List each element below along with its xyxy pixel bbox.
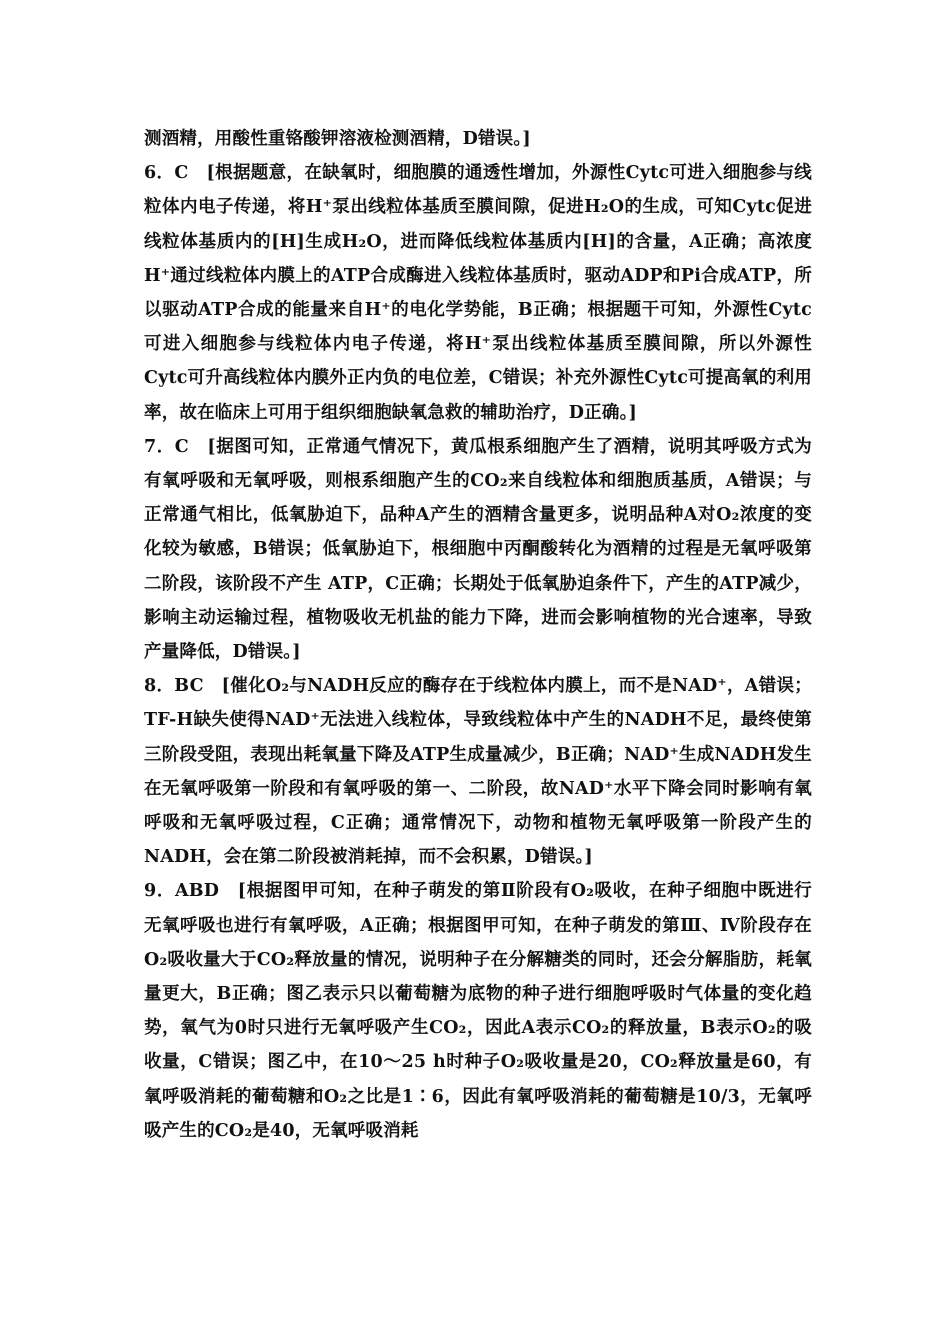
paragraph-text: 6．C [根据题意，在缺氧时，细胞膜的通透性增加，外源性Cytc可进入细胞参与线粒体内电子传递，将H⁺泵出线粒体基质至膜间隙，促进H₂O的生成，可知Cytc促进线粒体基质内的[H]生成H₂O，进而降低线粒体基质内[H]的含量，A正确；高浓度H⁺通过线粒体内膜上的ATP合成酶进入线粒体基质时，驱动ADP和Pi合成ATP，所以驱动ATP合成的能量来自H⁺的电化学势能，B正确；根据题干可知，外源性Cytc可进入细胞参与线粒体内电子传递，将H⁺泵出线粒体基质至膜间隙，所以外源性Cytc可升高线粒体内膜外正内负的电位差，C错误；补充外源性Cytc可提高氧的利用率，故在临床上可用于组织细胞缺氧急救的辅助治疗，D正确。]	[144, 163, 812, 423]
paragraph-answer-7	[144, 430, 812, 669]
paragraph-text: 8．BC [催化O₂与NADH反应的酶存在于线粒体内膜上，而不是NAD⁺，A错误；TF-H缺失使得NAD⁺无法进入线粒体，导致线粒体中产生的NADH不足，最终使第三阶段受阻，表现出耗氧量下降及ATP生成量减少，B正确；NAD⁺生成NADH发生在无氧呼吸第一阶段和有氧呼吸的第一、二阶段，故NAD⁺水平下降会同时影响有氧呼吸和无氧呼吸过程，C正确；通常情况下，动物和植物无氧呼吸第一阶段产生的NADH，会在第二阶段被消耗掉，而不会积累，D错误。]	[144, 676, 812, 868]
paragraph-answer-8	[144, 669, 812, 874]
paragraph-answer-6	[144, 156, 812, 430]
paragraph-answer-9	[144, 874, 812, 1148]
paragraph-text: 测酒精，用酸性重铬酸钾溶液检测酒精，D错误。]	[144, 129, 531, 149]
paragraph-d-conclusion	[144, 122, 812, 156]
paragraph-text: 9．ABD [根据图甲可知，在种子萌发的第Ⅱ阶段有O₂吸收，在种子细胞中既进行无氧呼吸也进行有氧呼吸，A正确；根据图甲可知，在种子萌发的第Ⅲ、Ⅳ阶段存在O₂吸收量大于CO₂释放量的情况，说明种子在分解糖类的同时，还会分解脂肪，耗氧量更大，B正确；图乙表示只以葡萄糖为底物的种子进行细胞呼吸时气体量的变化趋势，氧气为0时只进行无氧呼吸产生CO₂，因此A表示CO₂的释放量，B表示O₂的吸收量，C错误；图乙中，在10～25 h时种子O₂吸收量是20，CO₂释放量是60，有氧呼吸消耗的葡萄糖和O₂之比是1∶6，因此有氧呼吸消耗的葡萄糖是10/3，无氧呼吸产生的CO₂是40，无氧呼吸消耗	[144, 881, 812, 1141]
paragraph-text: 7．C [据图可知，正常通气情况下，黄瓜根系细胞产生了酒精，说明其呼吸方式为有氧呼吸和无氧呼吸，则根系细胞产生的CO₂来自线粒体和细胞质基质，A错误；与正常通气相比，低氧胁迫下，品种A产生的酒精含量更多，说明品种A对O₂浓度的变化较为敏感，B错误；低氧胁迫下，根细胞中丙酮酸转化为酒精的过程是无氧呼吸第二阶段，该阶段不产生 ATP，C正确；长期处于低氧胁迫条件下，产生的ATP减少，影响主动运输过程，植物吸收无机盐的能力下降，进而会影响植物的光合速率，导致产量降低，D错误。]	[144, 436, 812, 663]
answer-explanations	[144, 122, 812, 1148]
